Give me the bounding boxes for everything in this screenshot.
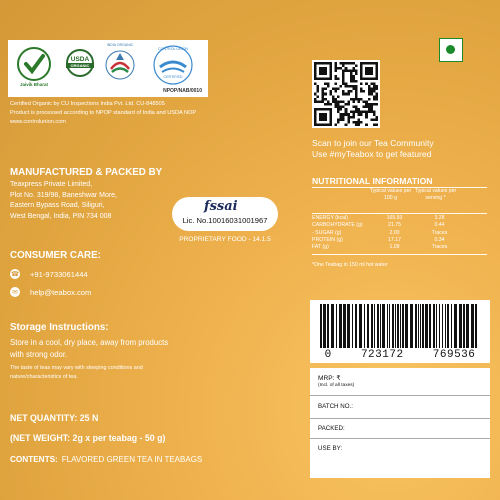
email-row[interactable]: [10, 287, 91, 297]
barcode-bar: [471, 304, 474, 348]
storage-title: Storage Instructions:: [10, 322, 109, 333]
barcode-digit-group: 0: [324, 349, 332, 361]
usda-text: USDA: [70, 56, 90, 63]
barcode-bar: [336, 304, 337, 348]
barcode-bar: [389, 304, 390, 348]
barcode-bar: [433, 304, 435, 348]
barcode-digit-group: 769536: [432, 349, 476, 361]
barcode-bar: [323, 304, 326, 348]
manufacturer-title: MANUFACTURED & PACKED BY: [10, 167, 163, 178]
use-by-label: USE BY:: [318, 445, 343, 452]
nutrition-col-100g: Typical values per 100 g: [369, 188, 412, 201]
control-union-logo: [148, 43, 198, 87]
barcode-bar: [327, 304, 329, 348]
barcode-bar: [352, 304, 353, 348]
barcode: [310, 300, 490, 363]
barcode-bar: [402, 304, 404, 348]
address-line: Plot No. 319/98, Baneshwar More,: [10, 191, 118, 199]
barcode-bar: [395, 304, 396, 348]
india-organic-text: INDIA ORGANIC: [106, 43, 134, 47]
phone-row[interactable]: [10, 269, 88, 279]
storage-note: The taste of teas may vary with steeping conditions and nature/characteristics of tea.: [10, 365, 143, 380]
nutrition-table: [312, 215, 492, 251]
mrp-taxes-note: (Incl. of all taxes): [318, 383, 355, 388]
scan-text: [312, 138, 434, 160]
mrp-divider: [310, 438, 490, 439]
nutrition-footnote: *One Teabag in 150 ml hot water: [312, 262, 388, 268]
packed-label: PACKED:: [318, 425, 345, 432]
nutrition-col-serving: Typical values per serving *: [414, 188, 457, 201]
nutrition-header: [368, 188, 488, 201]
qr-code[interactable]: [312, 60, 380, 128]
barcode-digits: [310, 349, 490, 361]
barcode-bar: [422, 304, 424, 348]
usda-organic-text: ORGANIC: [66, 63, 94, 68]
barcode-bar: [475, 304, 477, 348]
barcode-bar: [320, 304, 322, 348]
barcode-bar: [466, 304, 469, 348]
phone-icon: ☎: [10, 271, 20, 278]
nutrition-row: - SUGAR (g) 2.00 Traces: [312, 229, 448, 236]
jaivik-bharat-text: Jaivik Bharat: [19, 82, 48, 87]
proprietary-food: PROPRIETARY FOOD - 14.1.5: [179, 236, 271, 243]
jaivik-bharat-logo: [16, 46, 52, 82]
mrp-label: MRP: ₹: [318, 375, 341, 382]
barcode-bar: [436, 304, 437, 348]
nutrition-row: FAT (g) 1.09 Traces: [312, 244, 448, 251]
india-organic-logo: [103, 45, 137, 85]
fssai-logo: fssai: [204, 199, 238, 214]
net-weight: (NET WEIGHT: 2g x per teabag - 50 g): [10, 433, 166, 443]
scan-line-1: Scan to join our Tea Community: [312, 138, 434, 148]
nutrition-divider: [312, 254, 487, 255]
barcode-bar: [364, 304, 365, 348]
certification-note: [10, 100, 220, 127]
control-union-bottom-text: CERTIFIED: [163, 75, 183, 79]
barcode-bar: [387, 304, 388, 348]
consumer-care-title: CONSUMER CARE:: [10, 250, 101, 261]
cert-note-line: Certified Organic by CU Inspections India Pvt. Ltd. CU-848505: [10, 101, 165, 107]
veg-mark-icon: [439, 38, 463, 62]
barcode-bar: [420, 304, 421, 348]
barcode-bar: [418, 304, 419, 348]
barcode-digit-group: 723172: [360, 349, 404, 361]
barcode-bar: [377, 304, 379, 348]
mrp-box: [310, 368, 490, 478]
nutrition-row: ENERGY (kcal) 165.93 3.28: [312, 215, 445, 221]
barcode-bars: [320, 304, 480, 348]
barcode-bar: [400, 304, 401, 348]
certification-panel: [8, 40, 208, 97]
barcode-bar: [445, 304, 446, 348]
nab-code: NPOP/NAB/0010: [163, 88, 202, 94]
fssai-badge: [172, 197, 278, 231]
net-quantity: NET QUANTITY: 25 N: [10, 413, 99, 423]
barcode-bar: [405, 304, 408, 348]
barcode-bar: [463, 304, 465, 348]
contents: [10, 455, 202, 464]
contents-value: FLAVORED GREEN TEA IN TEABAGS: [61, 455, 203, 464]
nutrition-row: CARBOHYDRATE (g) 21.75 0.44: [312, 222, 445, 229]
address-line: West Bengal, India, PIN 734 008: [10, 212, 112, 220]
barcode-bar: [439, 304, 440, 348]
mrp-divider: [310, 418, 490, 419]
barcode-bar: [410, 304, 413, 348]
nutrition-row: PROTEIN (g) 17.17 0.34: [312, 236, 445, 243]
storage-text: Store in a cool, dry place, away from products with strong odor.: [10, 338, 169, 359]
barcode-bar: [374, 304, 375, 348]
batch-label: BATCH NO.:: [318, 403, 353, 410]
cert-note-line: www.controlunion.com: [10, 119, 66, 125]
barcode-bar: [367, 304, 369, 348]
barcode-bar: [429, 304, 431, 348]
barcode-bar: [339, 304, 342, 348]
barcode-bar: [397, 304, 399, 348]
barcode-bar: [347, 304, 350, 348]
usda-organic-logo: [66, 49, 94, 77]
address-line: Eastern Bypass Road, Siliguri,: [10, 202, 105, 209]
barcode-bar: [355, 304, 357, 348]
barcode-bar: [382, 304, 385, 348]
barcode-bar: [359, 304, 362, 348]
barcode-bar: [415, 304, 417, 348]
barcode-bar: [451, 304, 452, 348]
barcode-bar: [425, 304, 428, 348]
email-address[interactable]: help@teabox.com: [30, 287, 92, 297]
barcode-bar: [380, 304, 381, 348]
phone-number[interactable]: +91-9733061444: [30, 269, 88, 279]
barcode-bar: [459, 304, 462, 348]
mail-icon: ✉: [10, 287, 20, 297]
scan-line-2: Use #myTeabox to get featured: [312, 149, 432, 159]
control-union-top-text: CONTROL UNION: [157, 47, 188, 51]
barcode-bar: [371, 304, 373, 348]
cert-note-line: Product is processed according to NPOP standard of India and USDA NOP: [10, 110, 197, 116]
barcode-bar: [447, 304, 449, 348]
manufacturer-address: [10, 180, 117, 222]
barcode-bar: [392, 304, 394, 348]
contents-label: CONTENTS:: [10, 455, 58, 464]
barcode-bar: [331, 304, 334, 348]
fssai-license: Lic. No.10016031001967: [182, 216, 268, 225]
nutrition-title: NUTRITIONAL INFORMATION: [312, 176, 433, 186]
barcode-bar: [442, 304, 443, 348]
address-line: Teaxpress Private Limited,: [10, 181, 93, 188]
barcode-bar: [343, 304, 346, 348]
barcode-bar: [454, 304, 457, 348]
mrp-divider: [310, 395, 490, 396]
nutrition-divider: [312, 213, 487, 214]
